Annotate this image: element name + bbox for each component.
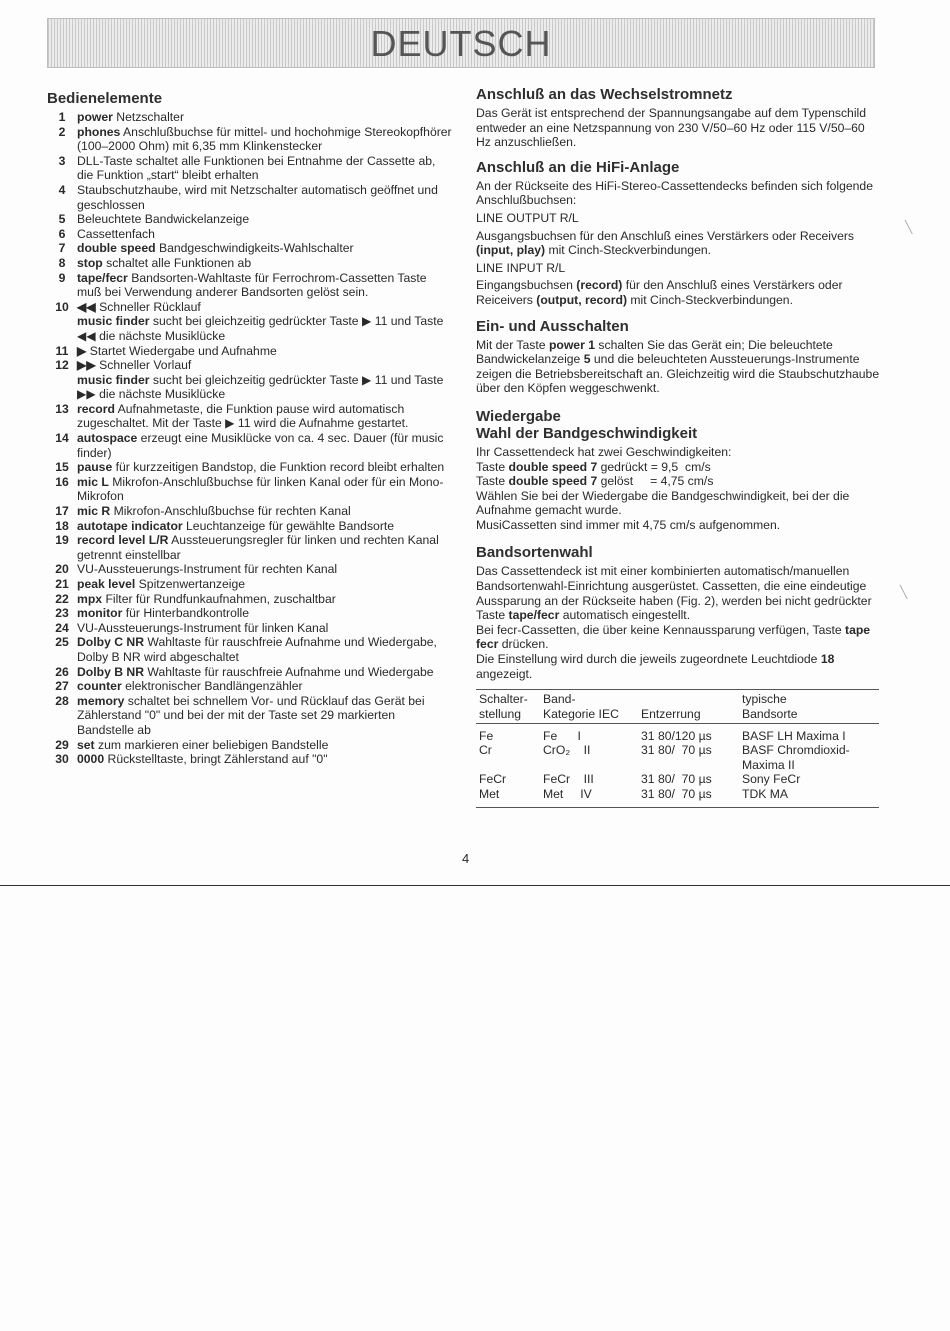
list-item — [47, 577, 452, 592]
speed-intro: Ihr Cassettendeck hat zwei Geschwindigkeiten: — [476, 444, 732, 459]
list-item — [47, 635, 452, 664]
controls-list — [47, 110, 452, 767]
item-text: power Netzschalter — [77, 110, 185, 124]
item-number — [47, 373, 77, 402]
item-number: 8 — [58, 255, 66, 270]
table-cell: BASF LH Maxima I — [742, 729, 846, 744]
speed-pressed: Taste double speed 7 gedrückt = 9,5 cm/s — [476, 459, 711, 474]
item-text: Cassettenfach — [77, 226, 155, 241]
item-number: 2 — [58, 124, 66, 139]
item-number: 16 — [55, 474, 69, 489]
list-item — [47, 665, 452, 680]
list-item — [47, 300, 452, 315]
line-input-text: Eingangsbuchsen (record) für den Anschluß eines Verstärkers oder Reiceivers (output, record) mit Cinch-Steckverbindungen. — [476, 278, 843, 307]
item-number: 28 — [55, 693, 69, 708]
item-number: 14 — [55, 431, 69, 446]
item-number: 13 — [55, 401, 69, 416]
list-item — [47, 358, 452, 373]
item-number: 9 — [58, 270, 66, 285]
list-item — [47, 562, 452, 577]
table-cell: Fe I — [543, 729, 581, 744]
item-number: 22 — [55, 591, 69, 606]
table-header: Band- Kategorie IEC — [543, 692, 619, 721]
list-item — [47, 241, 452, 256]
table-cell: BASF Chromdioxid- Maxima II — [742, 743, 850, 772]
table-header-row — [476, 690, 879, 724]
playback-heading: Wiedergabe — [476, 407, 561, 425]
table-cell: FeCr III — [543, 772, 594, 787]
item-number: 5 — [58, 212, 66, 227]
list-item — [47, 592, 452, 607]
item-number: 4 — [58, 182, 66, 197]
hifi-heading: Anschluß an die HiFi-Anlage — [476, 158, 680, 176]
list-item — [47, 431, 452, 460]
line-output-label: LINE OUTPUT R/L — [476, 210, 579, 225]
tape-type-text: Das Cassettendeck ist mit einer kombinierten automatisch/manuellen Bandsortenwahl-Einrichtung ausgerüstet. Cassetten, die eine eindeutige Aussparung an der Rückseite haben (Fig. 2), werden bei nicht gedrückter Taste tape/fecr automatisch eingestellt. — [476, 564, 872, 623]
controls-heading: Bedienelemente — [47, 90, 163, 107]
list-item — [47, 504, 452, 519]
item-text: DLL-Taste schaltet alle Funktionen bei Entnahme der Cassette ab, die Funktion „start“ bleibt erhalten — [77, 153, 436, 183]
item-text: 0000 Rückstelltaste, bringt Zählerstand auf "0" — [77, 752, 328, 767]
list-item — [47, 519, 452, 534]
item-text: Dolby C NR Wahltaste für rauschfreie Aufnahme und Wiedergabe, Dolby B NR wird abgeschaltet — [77, 635, 437, 664]
table-cell: Cr — [479, 743, 492, 758]
list-item — [47, 256, 452, 271]
speed-note: Wählen Sie bei der Wiedergabe die Bandgeschwindigkeit, bei der die Aufnahme gemacht wurde. — [476, 488, 850, 518]
item-number: 25 — [55, 635, 69, 650]
item-number: 23 — [55, 606, 69, 621]
item-text: music finder sucht bei gleichzeitig gedrückter Taste ▶ 11 und Taste ▶▶ die nächste Musiklücke — [77, 372, 444, 402]
item-number: 30 — [55, 752, 69, 767]
table-header: typische Bandsorte — [742, 692, 798, 721]
item-number: 24 — [55, 620, 69, 635]
item-text: set zum markieren einer beliebigen Bandstelle — [77, 737, 329, 752]
item-text: autospace erzeugt eine Musiklücke von ca. 4 sec. Dauer (für music finder) — [77, 431, 444, 460]
list-item — [47, 373, 452, 402]
table-cell: TDK MA — [742, 786, 789, 801]
musicassette-note: MusiCassetten sind immer mit 4,75 cm/s aufgenommen. — [476, 517, 781, 532]
item-text: stop schaltet alle Funktionen ab — [77, 255, 252, 270]
list-item — [47, 154, 452, 183]
controls-column — [47, 90, 452, 767]
scan-mark: ╲ — [900, 585, 908, 599]
table-cell: FeCr — [479, 772, 507, 787]
item-number: 7 — [58, 241, 66, 256]
page-divider — [0, 885, 950, 886]
item-text: music finder sucht bei gleichzeitig gedrückter Taste ▶ 11 und Taste ◀◀ die nächste Musiklücke — [77, 314, 444, 343]
page-title: DEUTSCH — [370, 23, 552, 64]
item-number: 26 — [55, 664, 69, 679]
item-text: monitor für Hinterbandkontrolle — [77, 606, 250, 621]
item-number: 3 — [58, 153, 66, 168]
instructions-column — [476, 86, 881, 808]
item-text: record Aufnahmetaste, die Funktion pause wird automatisch zugeschaltet. Mit der Taste ▶ 11 wird die Aufnahme gestartet. — [77, 401, 409, 431]
mains-text: Das Gerät ist entsprechend der Spannungsangabe auf dem Typenschild entweder an eine Netzspannung von 230 V/50–60 Hz oder 115 V/50–60 Hz anzuschließen. — [476, 106, 867, 150]
line-output-text: Ausgangsbuchsen für den Anschluß eines Verstärkers oder Receivers (input, play) mit Cinch-Steckverbindungen. — [476, 228, 855, 258]
list-item — [47, 679, 452, 694]
table-row — [476, 743, 879, 772]
item-number: 27 — [55, 679, 69, 694]
line-input-label: LINE INPUT R/L — [476, 260, 566, 275]
power-heading: Ein- und Ausschalten — [476, 317, 629, 335]
speed-released: Taste double speed 7 gelöst = 4,75 cm/s — [476, 474, 714, 489]
list-item — [47, 460, 452, 475]
led-text: Die Einstellung wird durch die jeweils zugeordnete Leuchtdiode 18 angezeigt. — [476, 652, 835, 681]
item-number: 12 — [55, 358, 69, 373]
item-text: tape/fecr Bandsorten-Wahltaste für Ferrochrom-Cassetten Taste muß bei Verwendung anderer Bandsorten gelöst sein. — [77, 270, 427, 300]
item-text: ▶ Startet Wiedergabe und Aufnahme — [77, 343, 277, 358]
fecr-text: Bei fecr-Cassetten, die über keine Kennaussparung verfügen, Taste tape fecr drücken. — [476, 622, 871, 652]
item-number: 10 — [55, 299, 69, 314]
table-row — [476, 787, 879, 808]
item-text: VU-Aussteuerungs-Instrument für linken Kanal — [77, 620, 329, 635]
list-item — [47, 738, 452, 753]
list-item — [47, 271, 452, 300]
table-cell: Met IV — [543, 786, 592, 801]
item-number: 20 — [55, 562, 69, 577]
page-number: 4 — [462, 851, 470, 866]
item-number: 19 — [55, 533, 69, 548]
list-item — [47, 402, 452, 431]
item-text: peak level Spitzenwertanzeige — [77, 577, 246, 591]
table-header: Schalter- stellung — [479, 692, 528, 721]
item-number: 6 — [58, 226, 66, 241]
item-text: mpx Filter für Rundfunkaufnahmen, zuschaltbar — [77, 591, 336, 606]
table-cell: CrO₂ II — [543, 743, 591, 758]
list-item — [47, 533, 452, 562]
item-text: autotape indicator Leuchtanzeige für gewählte Bandsorte — [77, 518, 395, 533]
item-text: ◀◀ Schneller Rücklauf — [77, 299, 201, 314]
item-number: 17 — [55, 504, 69, 519]
hifi-intro: An der Rückseite des HiFi-Stereo-Cassettendecks befinden sich folgende Anschlußbuchsen: — [476, 178, 873, 208]
table-cell: Met — [479, 786, 500, 801]
list-item — [47, 227, 452, 242]
item-number: 18 — [55, 518, 69, 533]
table-cell: Fe — [479, 729, 494, 744]
table-cell: 31 80/ 70 µs — [641, 772, 712, 787]
table-row — [476, 772, 879, 786]
item-text: counter elektronischer Bandlängenzähler — [77, 679, 303, 694]
item-text: ▶▶ Schneller Vorlauf — [77, 358, 192, 373]
title-banner — [47, 18, 875, 68]
table-cell: 31 80/ 70 µs — [641, 786, 712, 801]
item-text: pause für kurzzeitigen Bandstop, die Funktion record bleibt erhalten — [77, 460, 445, 475]
item-text: record level L/R Aussteuerungsregler für linken und rechten Kanal getrennt einstellbar — [77, 533, 439, 562]
tape-table — [476, 689, 879, 808]
list-item — [47, 183, 452, 212]
list-item — [47, 621, 452, 636]
item-text: Beleuchtete Bandwickelanzeige — [77, 212, 250, 227]
list-item — [47, 212, 452, 227]
list-item — [47, 125, 452, 154]
item-number: 11 — [55, 343, 69, 358]
item-text: memory schaltet bei schnellem Vor- und Rücklauf das Gerät bei Zählerstand "0" und bei der mit der Taste set 29 markierten Bandstelle ab — [77, 693, 425, 737]
tape-type-heading: Bandsortenwahl — [476, 544, 593, 562]
mains-heading: Anschluß an das Wechselstromnetz — [476, 86, 733, 103]
item-number: 15 — [55, 460, 69, 475]
item-text: double speed Bandgeschwindigkeits-Wahlschalter — [77, 241, 354, 256]
item-text: phones Anschlußbuchse für mittel- und hochohmige Stereokopfhörer (100–2000 Ohm) mit 6,35 mm Klinkenstecker — [77, 124, 452, 154]
speed-heading: Wahl der Bandgeschwindigkeit — [476, 424, 698, 442]
item-text: mic L Mikrofon-Anschlußbuchse für linken Kanal oder für ein Mono-Mikrofon — [77, 474, 444, 504]
item-number — [47, 314, 77, 343]
list-item — [47, 110, 452, 125]
list-item — [47, 314, 452, 343]
scan-mark: ╲ — [905, 220, 913, 234]
item-text: mic R Mikrofon-Anschlußbuchse für rechten Kanal — [77, 504, 351, 519]
list-item — [47, 606, 452, 621]
table-row — [476, 724, 879, 744]
table-cell: Sony FeCr — [742, 772, 801, 787]
item-text: VU-Aussteuerungs-Instrument für rechten Kanal — [77, 562, 338, 577]
list-item — [47, 475, 452, 504]
table-cell: 31 80/120 µs — [641, 729, 712, 744]
list-item — [47, 752, 452, 767]
item-text: Dolby B NR Wahltaste für rauschfreie Aufnahme und Wiedergabe — [77, 664, 434, 679]
item-number: 21 — [55, 577, 69, 591]
item-text: Staubschutzhaube, wird mit Netzschalter automatisch geöffnet und geschlossen — [77, 182, 438, 212]
power-text: Mit der Taste power 1 schalten Sie das Gerät ein; Die beleuchtete Bandwickelanzeige 5 und die beleuchteten Aussteuerungs-Instrumente zeigen die Betriebsbereitschaft an. Gleichzeitig wird die Staubschutzhaube über den Köpfen weggeschwenkt. — [476, 337, 880, 396]
list-item — [47, 694, 452, 738]
list-item — [47, 344, 452, 359]
table-cell: 31 80/ 70 µs — [641, 743, 712, 758]
item-number: 29 — [55, 737, 69, 752]
item-number: 1 — [58, 110, 66, 124]
table-header: Entzerrung — [641, 706, 701, 721]
